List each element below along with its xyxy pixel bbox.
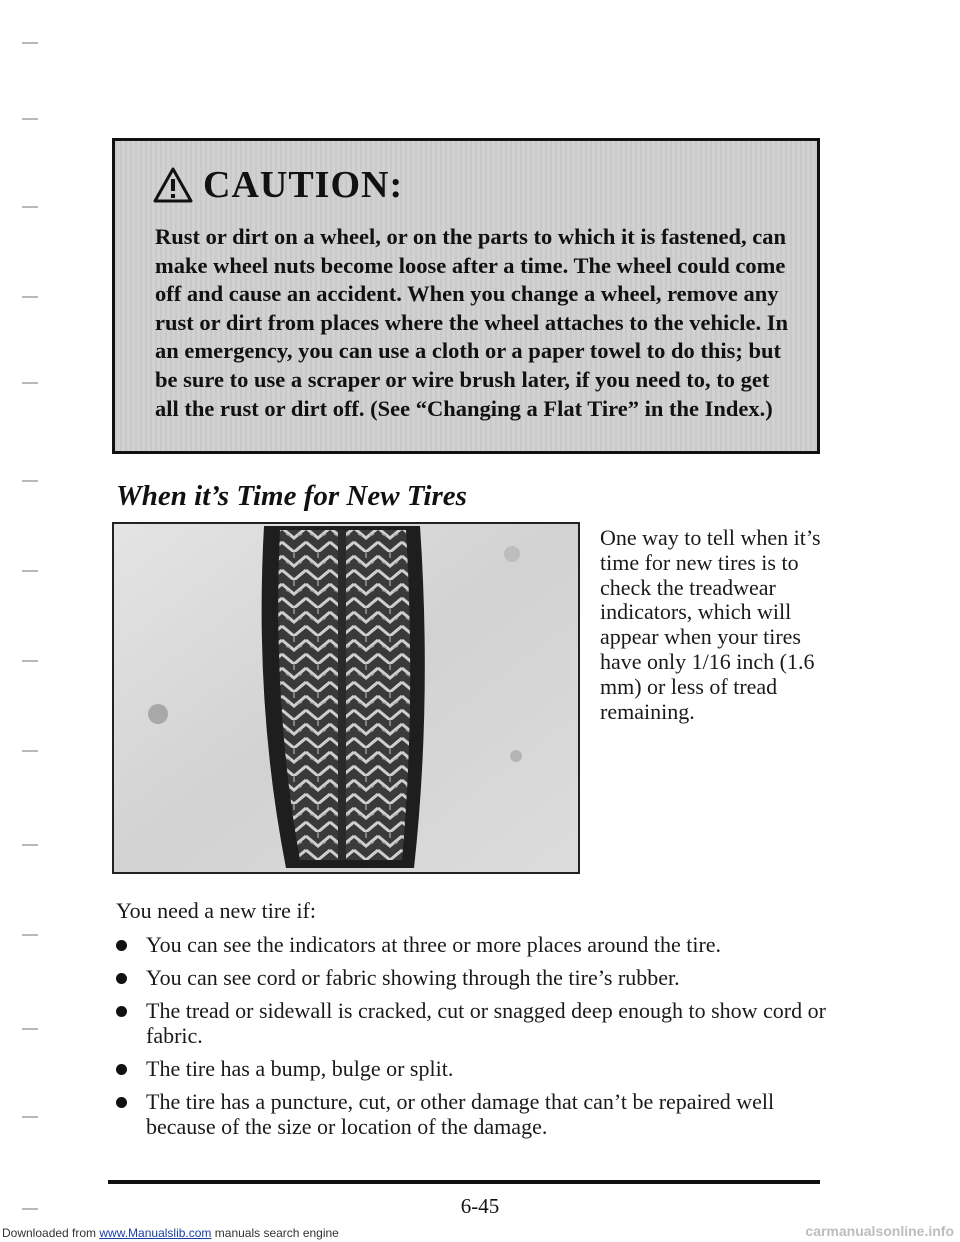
warning-triangle-icon	[153, 167, 193, 203]
margin-mark	[22, 206, 38, 208]
manualslib-link[interactable]: www.Manualslib.com	[99, 1226, 212, 1240]
list-item: The tire has a puncture, cut, or other damage that can’t be repaired well because of the size or location of the damage.	[116, 1089, 836, 1139]
watermark: carmanualsonline.info	[805, 1223, 954, 1239]
page-number: 6-45	[460, 1194, 500, 1218]
new-tire-conditions-list	[116, 932, 836, 1147]
caution-header	[153, 163, 403, 207]
margin-mark	[22, 296, 38, 298]
margin-mark	[22, 844, 38, 846]
list-item: The tread or sidewall is cracked, cut or snagged deep enough to show cord or fabric.	[116, 998, 836, 1048]
caution-box	[112, 138, 820, 454]
list-item: You can see cord or fabric showing through the tire’s rubber.	[116, 965, 836, 990]
margin-mark	[22, 480, 38, 482]
margin-mark	[22, 750, 38, 752]
tire-photo	[112, 522, 580, 874]
list-item: You can see the indicators at three or more places around the tire.	[116, 932, 836, 957]
margin-mark	[22, 660, 38, 662]
credit-prefix: Downloaded from	[2, 1226, 100, 1240]
margin-mark	[22, 1116, 38, 1118]
caution-text: Rust or dirt on a wheel, or on the parts to which it is fastened, can make wheel nuts become loose after a time. The wheel could come off and cause an accident. When you change a wheel, remove any rust or dirt from places where the wheel attaches to the vehicle. In an emergency, you can use a cloth or a paper towel to do this; but be sure to use a scraper or wire brush later, if you need to, to get all the rust or dirt off. (See “Changing a Flat Tire” in the Index.)	[155, 224, 789, 421]
footer-rule	[108, 1180, 820, 1184]
margin-mark	[22, 934, 38, 936]
margin-mark	[22, 382, 38, 384]
treadwear-paragraph: One way to tell when it’s time for new tires is to check the treadwear indicators, which will appear when your tires have only 1/16 inch (1.6 mm) or less of tread remaining.	[600, 525, 821, 724]
list-item: The tire has a bump, bulge or split.	[116, 1056, 836, 1081]
section-title: When it’s Time for New Tires	[116, 480, 467, 512]
caution-title: CAUTION:	[203, 164, 404, 206]
margin-mark	[22, 42, 38, 44]
credit-suffix: manuals search engine	[211, 1226, 339, 1240]
margin-mark	[22, 118, 38, 120]
intro-text: You need a new tire if:	[116, 898, 316, 923]
download-credit	[2, 1226, 339, 1240]
margin-mark	[22, 570, 38, 572]
margin-mark	[22, 1028, 38, 1030]
